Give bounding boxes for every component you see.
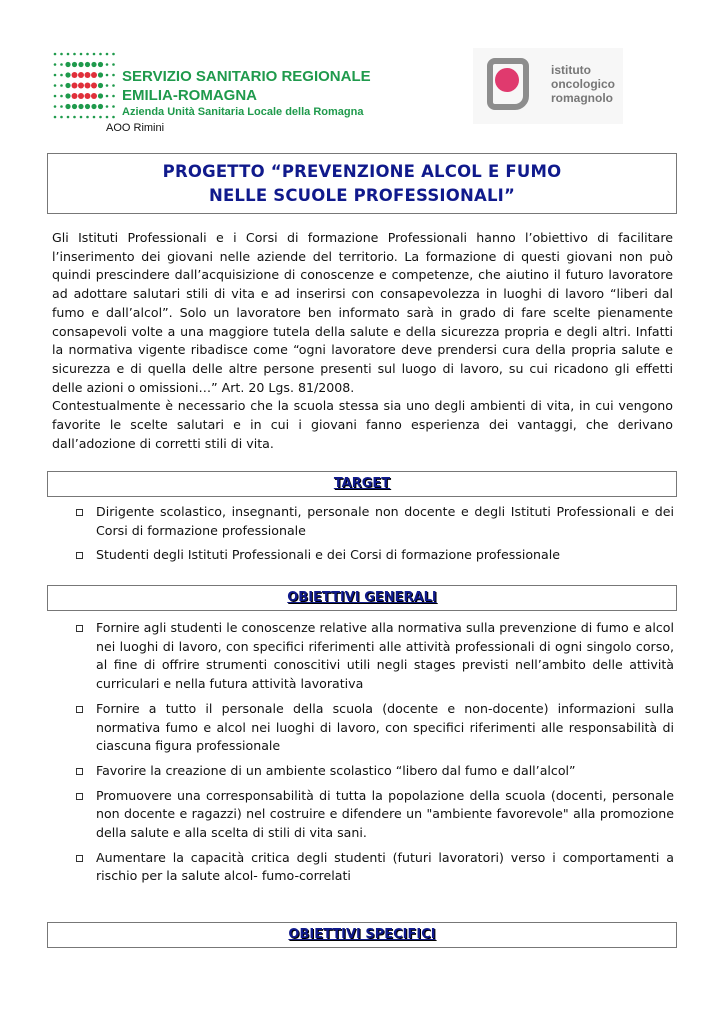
logo-dot	[67, 116, 70, 119]
logo-dot	[60, 116, 63, 119]
logo-dot	[78, 62, 83, 67]
logo-dot	[106, 84, 109, 87]
section-heading-obiettivi-generali: OBIETTIVI GENERALI	[47, 585, 677, 611]
logo-dot	[93, 53, 96, 56]
logo-dot	[60, 105, 63, 108]
list-item	[76, 619, 674, 694]
logo-dot	[72, 83, 78, 89]
ior-line-2: oncologico	[551, 77, 615, 91]
list-item-text: Studenti degli Istituti Professionali e dei Corsi di formazione professionale	[96, 547, 560, 563]
logo-dot	[54, 105, 57, 108]
logo-dot	[112, 53, 115, 56]
logo-dot	[91, 62, 96, 67]
logo-dot	[78, 83, 84, 89]
logo-dot	[106, 74, 109, 77]
logo-dot	[85, 83, 91, 89]
logo-dot	[99, 53, 102, 56]
square-bullet-icon	[76, 625, 83, 632]
logo-dot	[78, 93, 84, 99]
logo-dot	[91, 104, 96, 109]
intro-paragraph: Contestualmente è necessario che la scuola stessa sia uno degli ambienti di vita, in cui vengono favorite le scelte salutari e in cui i giovani fanno esperienza dei vantaggi, che derivano dall’adozione di corretti stili di vita.	[52, 398, 673, 451]
logo-dot	[112, 63, 115, 66]
logo-dot	[86, 53, 89, 56]
ior-line-1: istituto	[551, 63, 591, 77]
logo-dot	[98, 72, 103, 77]
list-item	[76, 849, 674, 886]
square-bullet-icon	[76, 855, 83, 862]
logo-dot	[72, 93, 78, 99]
logo-dot	[91, 72, 97, 78]
logo-dot	[60, 74, 63, 77]
square-bullet-icon	[76, 706, 83, 713]
square-bullet-icon	[76, 552, 83, 559]
logo-dot	[54, 53, 57, 56]
logo-dot	[65, 72, 70, 77]
dot-grid-logo-icon	[52, 50, 118, 122]
logo-dot	[73, 53, 76, 56]
logo-dot	[72, 62, 77, 67]
logo-dot	[106, 116, 109, 119]
list-item	[76, 503, 674, 540]
logo-line-1: SERVIZIO SANITARIO REGIONALE	[122, 68, 371, 85]
logo-dot	[106, 95, 109, 98]
logo-dot	[98, 83, 103, 88]
square-bullet-icon	[76, 793, 83, 800]
list-item	[76, 787, 674, 843]
intro-text	[52, 229, 673, 453]
list-item	[76, 762, 674, 781]
logo-dot	[91, 93, 97, 99]
logo-dot	[78, 104, 83, 109]
logo-dot	[98, 62, 103, 67]
intro-paragraph: Gli Istituti Professionali e i Corsi di formazione Professionali hanno l’obiettivo di facilitare l’inserimento dei giovani nelle aziende del territorio. La formazione di questi giovani non può quindi prescindere dall’acquisizione di conoscenze e competenze, che aiutino il futuro lavoratore ad adottare salutari stili di vita e ad inserirsi con consapevolezza in luoghi di lavoro “liberi dal fumo e dall’alcol”. Solo un lavoratore ben informato sarà in grado di fare scelte pienamente consapevoli volte a una maggiore tutela della salute e della sicurezza propria e degli altri. Infatti la normativa vigente ribadisce come “ogni lavoratore deve prendersi cura della propria salute e sicurezza e di quella delle altre persone presenti sul luogo di lavoro, su cui ricadono gli effetti delle azioni o omissioni…” Art. 20 Lgs. 81/2008.	[52, 230, 673, 395]
logo-dot	[65, 83, 70, 88]
title-line-2: NELLE SCUOLE PROFESSIONALI”	[208, 186, 516, 205]
logo-dot	[112, 95, 115, 98]
title-line-1: PROGETTO “PREVENZIONE ALCOL E FUMO	[162, 162, 562, 181]
list-item-text: Fornire agli studenti le conoscenze relative alla normativa sulla prevenzione di fumo e alcol nei luoghi di lavoro, con specifici riferimenti alle attività professionali di ogni singolo corso, al fine di offrire strumenti conoscitivi utili negli stages previsti nell’ambito delle attività curriculari e nella futura attività lavorativa	[96, 620, 674, 692]
logo-dot	[91, 83, 97, 89]
logo-dot	[112, 116, 115, 119]
square-bullet-icon	[76, 768, 83, 775]
logo-dot	[93, 116, 96, 119]
logo-dot	[54, 74, 57, 77]
logo-dot	[99, 116, 102, 119]
obiettivi-generali-list	[76, 619, 674, 892]
logo-dot	[65, 62, 70, 67]
logo-dot	[65, 104, 70, 109]
ior-line-3: romagnolo	[551, 91, 613, 105]
list-item-text: Favorire la creazione di un ambiente scolastico “libero dal fumo e dall’alcol”	[96, 762, 576, 778]
logo-dot	[54, 95, 57, 98]
section-heading-target: TARGET	[47, 471, 677, 497]
logo-dot	[112, 74, 115, 77]
logo-dot	[85, 62, 90, 67]
section-heading-obiettivi-specifici: OBIETTIVI SPECIFICI	[47, 922, 677, 948]
ior-logo	[473, 48, 623, 124]
logo-dot	[98, 93, 103, 98]
list-item-text: Aumentare la capacità critica degli studenti (futuri lavoratori) verso i comportamenti a rischio per la salute alcol- fumo-correlati	[96, 849, 674, 884]
logo-dot	[85, 72, 91, 78]
logo-dot	[106, 53, 109, 56]
list-item	[76, 700, 674, 756]
square-bullet-icon	[76, 509, 83, 516]
ausl-romagna-logo	[52, 50, 372, 122]
logo-dot	[98, 104, 103, 109]
page-title	[47, 153, 677, 214]
logo-dot	[86, 116, 89, 119]
ior-mark-icon	[487, 58, 529, 110]
aoo-label: AOO Rimini	[106, 122, 165, 134]
logo-dot	[60, 63, 63, 66]
logo-dot	[112, 105, 115, 108]
target-list	[76, 503, 674, 571]
logo-dot	[72, 104, 77, 109]
logo-dot	[106, 63, 109, 66]
logo-line-2: EMILIA-ROMAGNA	[122, 87, 257, 104]
logo-dot	[54, 63, 57, 66]
logo-dot	[78, 72, 84, 78]
list-item-text: Dirigente scolastico, insegnanti, personale non docente e degli Istituti Professionali e dei Corsi di formazione professionale	[96, 504, 674, 538]
logo-dot	[80, 116, 83, 119]
logo-dot	[112, 84, 115, 87]
logo-dot	[85, 93, 91, 99]
list-item	[76, 546, 674, 565]
list-item-text: Promuovere una corresponsabilità di tutta la popolazione della scuola (docenti, personale non docente e ragazzi) nel costruire e difendere un "ambiente favorevole" alla promozione della salute e alla scelta di stili di vita sani.	[96, 787, 674, 841]
logo-dot	[73, 116, 76, 119]
list-item-text: Fornire a tutto il personale della scuola (docente e non-docente) informazioni sulla normativa fumo e alcol nei luoghi di lavoro, con specifici riferimenti alle responsabilità di ciascuna figura professionale	[96, 700, 674, 754]
logo-dot	[60, 95, 63, 98]
logo-dot	[85, 104, 90, 109]
logo-line-3: Azienda Unità Sanitaria Locale della Romagna	[122, 106, 364, 118]
logo-dot	[60, 53, 63, 56]
logo-dot	[106, 105, 109, 108]
logo-dot	[65, 93, 70, 98]
logo-dot	[72, 72, 78, 78]
logo-dot	[60, 84, 63, 87]
logo-dot	[54, 116, 57, 119]
logo-dot	[54, 84, 57, 87]
logo-dot	[80, 53, 83, 56]
logo-dot	[67, 53, 70, 56]
